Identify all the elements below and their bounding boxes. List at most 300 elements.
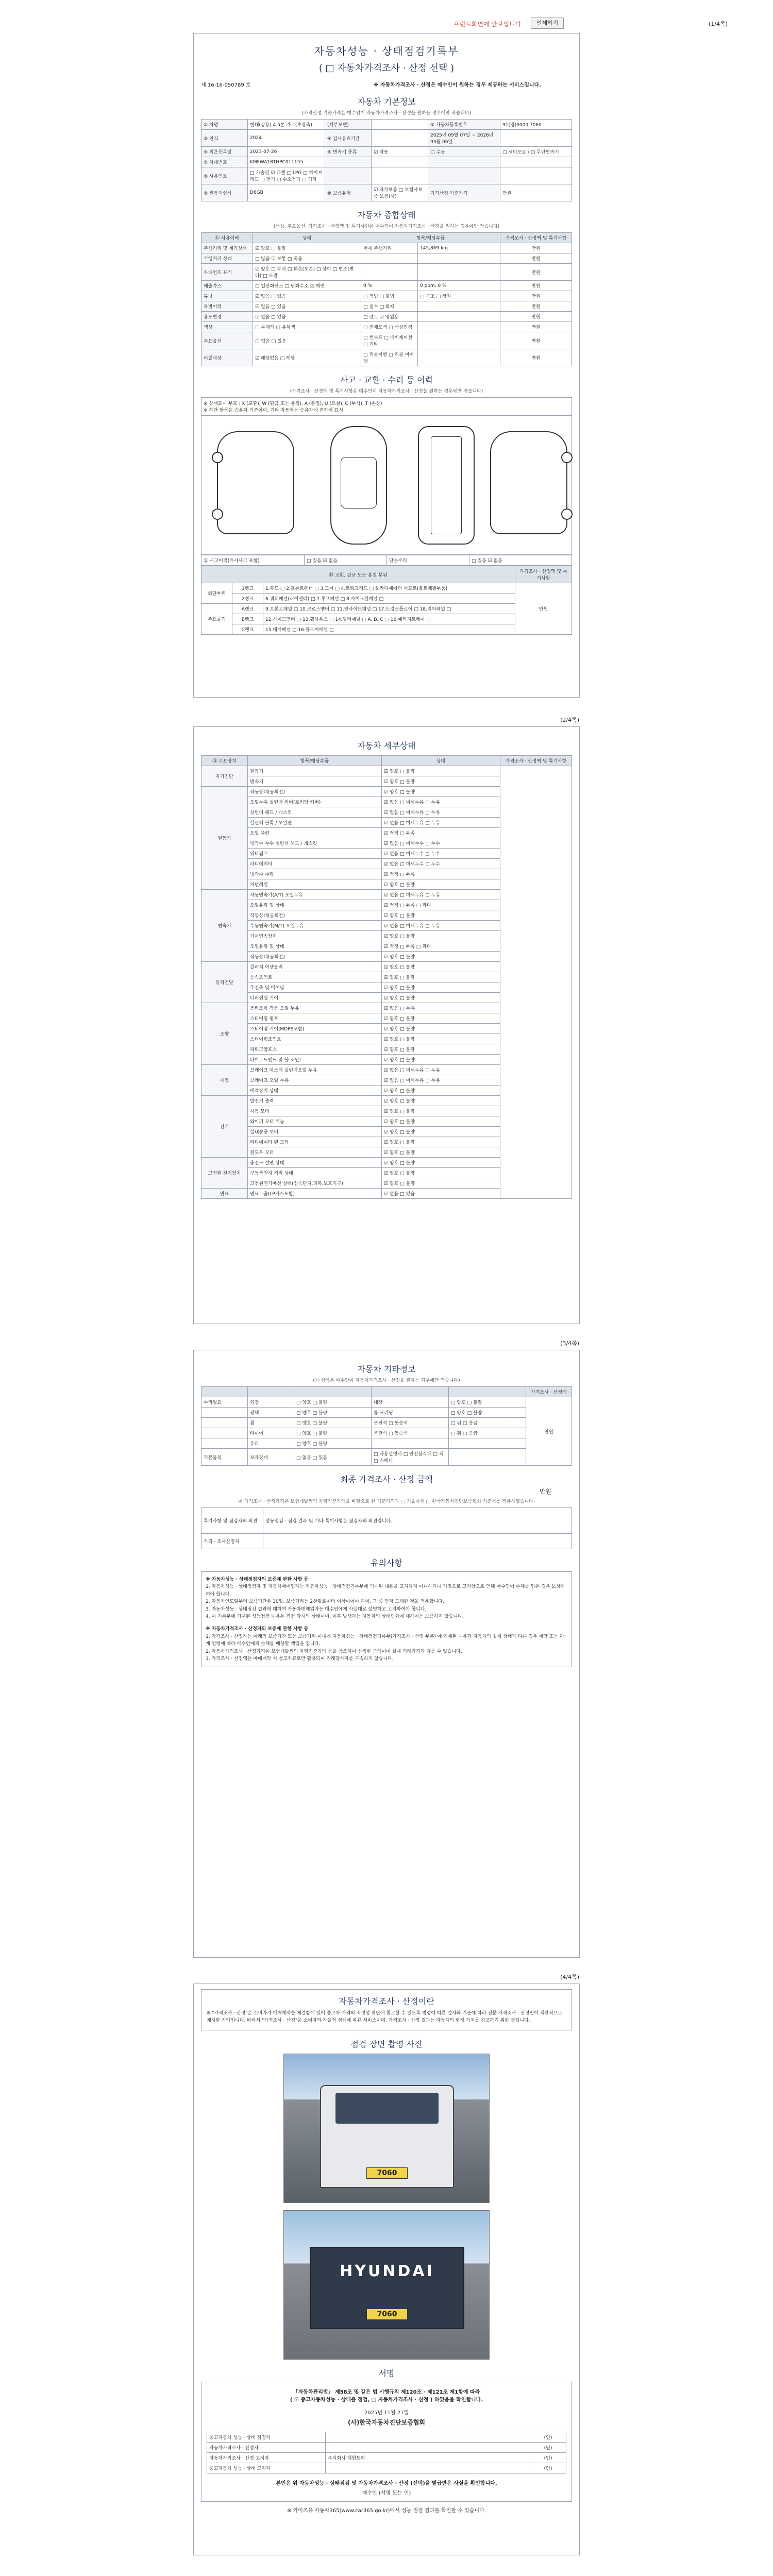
detail-state: ☑ 양호 □ 불량: [382, 1158, 500, 1168]
caution-item: 4. 이 기록부에 기재된 성능점검 내용은 점검 당시의 상태이며, 이후 발생하는 자동차의 상태변화에 대하여는 보증하지 않습니다.: [206, 1614, 464, 1619]
wheel-icon: [212, 452, 223, 463]
summary-cell: 만원: [500, 322, 572, 332]
summary-cell: 만원: [500, 243, 572, 253]
rank-label: 1랭크: [232, 583, 263, 594]
detail-item: 워터펌프: [248, 849, 382, 859]
front-photo: [283, 2054, 490, 2203]
detail-item: 오일 유량: [248, 828, 382, 838]
summary-cell: [418, 301, 500, 312]
summary-cell: 145,869 km: [418, 243, 500, 253]
summary-cell: ☑ 없음 □ 있음: [253, 312, 361, 322]
summary-cell: 0 ppm, 0 %: [418, 281, 500, 291]
summary-row: [201, 349, 572, 366]
basic-label: [428, 157, 500, 167]
detail-group-name: 제동: [201, 1065, 248, 1096]
caution-item: 2. 자동차인도일부터 보증기간은 30일, 보증거리는 2천킬로미터 이상이어야 하며, 그 중 먼저 도래한 것을 적용합니다.: [206, 1599, 444, 1605]
detail-state: ☑ 양호 □ 불량: [382, 776, 500, 787]
doc-subtitle: ( □ 자동차가격조사 · 산정 선택 ): [318, 63, 455, 74]
summary-cell: □ 리콜이행 □ 리콜 미이행: [361, 349, 418, 366]
car-side-right-outline: [490, 431, 567, 534]
basic-row: [201, 130, 572, 147]
detail-item: 실린더 블록 / 오일팬: [248, 818, 382, 828]
basic-value: KMFWA18THPC011155: [248, 157, 325, 167]
summary-cell: 주행거리 및 계기상태: [201, 243, 253, 253]
basic-value: 91(경)0000 7060: [500, 120, 572, 130]
detail-item: 라디에이터: [248, 859, 382, 869]
page-4: [193, 1974, 580, 2555]
summary-cell: [418, 264, 500, 281]
rank-parts: 6.쿼터패널(리어펜더) □ 7.루프패널 □ 8.사이드실패널 □: [263, 594, 515, 604]
summary-cell: □ 구조 □ 장치: [418, 291, 500, 301]
caution-item: 2. 자동차가격조사 · 산정가격은 보험개발원의 차량기준가액 등을 참조하여 산정한 금액이며 실제 거래가격과 다를 수 있습니다.: [206, 1649, 462, 1654]
detail-item: 추진축 및 베어링: [248, 982, 382, 993]
other-cell: □ 양호 □ 불량: [294, 1408, 372, 1418]
sign-footer-2: 매수인 (서명 또는 인): [362, 2490, 411, 2496]
sign-role: 자동차가격조사 · 산정 고지자: [207, 2452, 326, 2463]
summary-cell: □ 썬루프 □ 네비게이션 □ 기타: [361, 332, 418, 349]
other-cell: 유리: [248, 1438, 294, 1449]
detail-state: ☑ 양호 □ 불량: [382, 993, 500, 1003]
other-header-empty: [372, 1387, 449, 1397]
sign-row: [207, 2442, 566, 2452]
summary-cell: ☑ 양호 □ 불량: [253, 243, 361, 253]
accident-row-value: □ 있음 ☑ 없음: [305, 555, 387, 566]
other-cell: □ 양호 □ 불량: [294, 1438, 372, 1449]
detail-state: ☑ 양호 □ 불량: [382, 1127, 500, 1137]
wheel-icon: [212, 509, 223, 520]
basic-label: [325, 157, 372, 167]
photo-title: 점검 장면 촬영 사진: [350, 2039, 423, 2049]
sign-seal: (인): [530, 2452, 566, 2463]
other-cell: □ 없음 □ 있음: [294, 1449, 372, 1466]
detail-item: 와이퍼 모터 기능: [248, 1116, 382, 1127]
sign-name: [326, 2442, 530, 2452]
other-row: [201, 1408, 572, 1418]
parts-table: [201, 566, 572, 635]
other-cell: □ 양호 □ 불량: [294, 1418, 372, 1428]
detail-state: ☑ 양호 □ 불량: [382, 1055, 500, 1065]
sign-role: 중고자동차 성능 · 상태 고지자: [207, 2463, 326, 2473]
summary-cell: ☑ 양호 □ 부식 □ 훼손(오손) □ 상이 □ 변조(변타) □ 도말: [253, 264, 361, 281]
detail-state: ☑ 양호 □ 불량: [382, 787, 500, 797]
caution-item: 3. 자동차성능 · 상태점검 결과에 대하여 자동차매매업자는 매수인에게 사실대로 설명하고 고지하여야 합니다.: [206, 1606, 427, 1612]
rank-price: 만원: [515, 583, 572, 635]
summary-header-item: 항목/해당부품: [361, 233, 500, 243]
basic-label: ⑨ 원동기형식: [201, 184, 248, 201]
summary-cell: [418, 332, 500, 349]
detail-state: ☑ 양호 □ 불량: [382, 1137, 500, 1147]
detail-state: ☑ 없음 □ 있음: [382, 1189, 500, 1199]
detail-item: 자동변속기(A/T) 오일누유: [248, 890, 382, 900]
rank-group-label: 주요골격: [201, 604, 232, 635]
detail-item: 변속기: [248, 776, 382, 787]
detail-state: ☑ 양호 □ 불량: [382, 1044, 500, 1055]
basic-value: 2024: [248, 130, 325, 147]
page-number: (4/4쪽): [560, 1974, 579, 1980]
other-cell: □ 양호 □ 불량: [294, 1428, 372, 1438]
other-table: [201, 1386, 572, 1466]
detail-item: 냉각수 수량: [248, 869, 382, 879]
parts-price-header: 가격조사 · 산정액 및 특기사항: [515, 566, 572, 583]
other-cell: 외장: [248, 1397, 294, 1408]
detail-state: ☑ 양호 □ 불량: [382, 962, 500, 972]
summary-cell: 만원: [500, 301, 572, 312]
detail-row: [201, 766, 572, 776]
print-button[interactable]: 인쇄하기: [531, 18, 564, 29]
doc-number-label: 제: [201, 82, 206, 88]
other-header-price: 가격조사 · 산정액: [526, 1387, 572, 1397]
basic-label: ⑥ 변속기 종류: [325, 147, 372, 157]
page-1: [193, 33, 580, 698]
other-cell: □ 양호 □ 불량: [449, 1408, 526, 1418]
detail-state: ☑ 양호 □ 불량: [382, 982, 500, 993]
rear-license-plate: 7060: [366, 2309, 408, 2320]
detail-state: ☑ 없음 □ 누유: [382, 1003, 500, 1013]
summary-cell: □ 많음 ☑ 보통 □ 적음: [253, 253, 361, 264]
summary-row: [201, 291, 572, 301]
detail-state: ☑ 없음 □ 미세누수 □ 누수: [382, 849, 500, 859]
detail-state: ☑ 양호 □ 불량: [382, 1178, 500, 1189]
summary-note: (색상, 주요옵션, 가격조사 · 산정액 및 특기사항은 매수인이 자동차가격조사 · 산정을 원하는 경우에만 적습니다): [273, 224, 500, 229]
detail-state: ☑ 양호 □ 불량: [382, 1147, 500, 1158]
detail-item: 발전기 출력: [248, 1096, 382, 1106]
detail-item: 파워고압호스: [248, 1044, 382, 1055]
truck-windshield: [335, 2093, 439, 2124]
accident-row-label: ⑫ 사고이력(유사사고 포함): [201, 555, 305, 566]
basic-table: [201, 119, 572, 201]
sign-line: ( ☑ 중고자동차성능 · 상태를 점검, □ 자동차가격조사 · 산정 ) 하였음을 확인합니다.: [290, 2397, 483, 2403]
basic-row: [201, 147, 572, 157]
detail-item: 오일누유 실린더 커버(로커암 커버): [248, 797, 382, 807]
sign-line: 「자동차관리법」 제58조 및 같은 법 시행규칙 제120조 · 제121조 제1항에 따라: [293, 2389, 480, 2395]
sign-seal: (인): [530, 2432, 566, 2442]
accident-legend: [201, 397, 572, 416]
detail-state: ☑ 양호 □ 불량: [382, 1034, 500, 1044]
detail-item: 실린더 헤드 / 개스킷: [248, 807, 382, 818]
summary-row: [201, 312, 572, 322]
basic-value: □ 세미오토 / □ 무단변속기: [500, 147, 572, 157]
basic-value: [500, 130, 572, 147]
basic-label: [428, 167, 500, 184]
basic-row: [201, 120, 572, 130]
detail-group-name: 조향: [201, 1003, 248, 1065]
other-cell: [201, 1418, 248, 1428]
detail-item: 기어변속장치: [248, 931, 382, 941]
summary-cell: [361, 253, 418, 264]
detail-price-cell: [500, 766, 572, 1199]
summary-cell: [418, 253, 500, 264]
basic-value: ☑ 자동: [372, 147, 428, 157]
summary-cell: ☑ 해당없음 □ 해당: [253, 349, 361, 366]
basic-value: D6GB: [248, 184, 325, 201]
other-cell: 타이어: [248, 1428, 294, 1438]
detail-state: ☑ 양호 □ 불량: [382, 1024, 500, 1034]
detail-title: 자동차 세부상태: [357, 741, 416, 751]
summary-cell: [418, 322, 500, 332]
special-text: 성능점검 · 점검 결과 및 기타 특이사항은 점검자의 의견입니다.: [263, 1508, 572, 1534]
detail-state: ☑ 양호 □ 불량: [382, 766, 500, 776]
summary-row: [201, 253, 572, 264]
other-row: [201, 1418, 572, 1428]
rank-group-label: 외판부위: [201, 583, 232, 604]
brand-text: HYUNDAI: [340, 2262, 434, 2280]
detail-item: 작동상태(공회전): [248, 787, 382, 797]
basic-label: ⑧ 사용연료: [201, 167, 248, 184]
summary-cell: 만원: [500, 264, 572, 281]
detail-state: ☑ 없음 □ 미세누유 □ 누유: [382, 818, 500, 828]
caution-head-2: ※ 자동차가격조사 · 산정자의 보증에 관한 사항 등: [206, 1626, 309, 1632]
other-cell: 운전석 □ 동승석: [372, 1418, 449, 1428]
car-side-left-outline: [217, 431, 294, 534]
license-plate: 7060: [366, 2167, 408, 2179]
summary-cell: 특별이력: [201, 301, 253, 312]
detail-group-name: 전기: [201, 1096, 248, 1158]
site-link[interactable]: ※ 카이즈유 자동차365(www.car365.go.kr)에서 성능 점검 결과를 확인할 수 있습니다.: [287, 2507, 486, 2514]
summary-cell: 만원: [500, 291, 572, 301]
doc-number-suffix: 호: [245, 82, 251, 88]
detail-item: 오일유량 및 상태: [248, 900, 382, 910]
other-cell: [449, 1449, 526, 1466]
other-cell: 수리필요: [201, 1397, 248, 1408]
detail-item: 라디에이터 팬 모터: [248, 1137, 382, 1147]
summary-cell: 리콜대상: [201, 349, 253, 366]
summary-cell: ☑ 없음 □ 있음: [253, 301, 361, 312]
detail-item: 연료누출(LP가스포함): [248, 1189, 382, 1199]
other-row: [201, 1397, 572, 1408]
basic-label: ③ 연식: [201, 130, 248, 147]
basic-label: ⑩ 보증유형: [325, 184, 372, 201]
detail-state: ☑ 양호 □ 불량: [382, 972, 500, 982]
detail-state: ☑ 적정 □ 부족 □ 과다: [382, 900, 500, 910]
other-cell: □ 양호 □ 불량: [449, 1397, 526, 1408]
detail-item: 브레이크 오일 누유: [248, 1075, 382, 1086]
detail-table: [201, 755, 572, 1199]
summary-cell: 만원: [500, 312, 572, 322]
summary-cell: □ 일산화탄소 □ 탄화수소 ☑ 매연: [253, 281, 361, 291]
sign-row: [207, 2432, 566, 2442]
detail-state: ☑ 양호 □ 불량: [382, 1106, 500, 1116]
caution-item: 1. 가격조사 · 산정자는 아래의 보증기간 또는 보증거리 이내에 자동차성능 · 상태점검기록부(가격조사 · 산정 부분) 에 기재된 내용과 자동차의 실제 상태가 다른 경우 계약 또는 관계 법령에 따라 매수인에게 손해를 배상할 책임을 집니다.: [206, 1634, 564, 1647]
summary-cell: 만원: [500, 349, 572, 366]
other-cell: [201, 1428, 248, 1438]
print-notice: 프린트화면에 안보입니다: [453, 21, 522, 28]
other-header-empty: [248, 1387, 294, 1397]
doc-number: 16-16-050789: [207, 82, 244, 88]
detail-item: 커먼레일: [248, 879, 382, 890]
simple-repair-value: □ 있음 ☑ 없음: [469, 555, 572, 566]
sign-name: [326, 2432, 530, 2442]
summary-cell: 주행거리 상태: [201, 253, 253, 264]
detail-header-price: 가격조사 · 산정액 및 특기사항: [500, 756, 572, 766]
sign-name: [326, 2463, 530, 2473]
detail-item: 작동상태(공회전): [248, 910, 382, 921]
other-cell: □ 뒤 □ 응급: [449, 1418, 526, 1428]
detail-state: ☑ 적정 □ 부족 □ 과다: [382, 941, 500, 952]
detail-state: ☑ 양호 □ 불량: [382, 1013, 500, 1024]
detail-state: ☑ 없음 □ 미세누유 □ 누유: [382, 1075, 500, 1086]
basic-label: ② 자동차등록번호: [428, 120, 500, 130]
detail-state: ☑ 없음 □ 미세누유 □ 누유: [382, 807, 500, 818]
detail-header-state: 상태: [382, 756, 500, 766]
other-cell: □ 양호 □ 불량: [294, 1397, 372, 1408]
intro-text: ※ "가격조사 · 산정"은 소비자가 매매계약을 체결함에 있어 중고차 가격의 적정성 판단에 참고할 수 있도록 법령에 따른 절차와 기준에 따라 전문 가격조사 · 산정인이 객관적으로 제시한 가액입니다. 따라서 "가격조사 · 산정"은 소비자의 자율적 선택에 따른 서비스이며, 가격조사 · 산정 결과는 자동차의 현재 가치를 참고하기 위한 것입니다.: [207, 2011, 563, 2024]
sign-footer-1: 본인은 위 자동차성능 · 상태점검 및 자동차가격조사 · 산정 (선택)을 발급받은 사실을 확인합니다.: [276, 2480, 497, 2486]
summary-cell: 배출가스: [201, 281, 253, 291]
final-line: 이 가격조사 · 산정가격은 보험개발원의 차량기준가액을 바탕으로 한 기준가격과 □ 기술사회 □ 한국자동차진단보증협회 기준서를 적용하였습니다.: [238, 1499, 535, 1504]
car-roof-outline: [341, 457, 377, 509]
other-cell: [449, 1438, 526, 1449]
summary-cell: 0 %: [361, 281, 418, 291]
detail-item: 원동기: [248, 766, 382, 776]
sign-company: (사)한국자동차진단보증협회: [347, 2418, 426, 2426]
sign-role: 자동차가격조사 · 산정자: [207, 2442, 326, 2452]
detail-state: ☑ 양호 □ 불량: [382, 952, 500, 962]
caution-box: [201, 1571, 572, 1667]
other-row: [201, 1438, 572, 1449]
doc-number-row: [201, 80, 572, 88]
basic-label: □ 수동: [428, 147, 500, 157]
page-indicator: (1/4쪽): [709, 21, 728, 27]
detail-state: ☑ 없음 □ 미세누유 □ 누유: [382, 1065, 500, 1075]
basic-row: [201, 184, 572, 201]
sign-row: [207, 2452, 566, 2463]
car-diagram: [201, 416, 572, 555]
summary-cell: □ 없음 □ 있음: [253, 332, 361, 349]
rank-row: [201, 583, 572, 594]
other-title: 자동차 기타정보: [357, 1364, 416, 1374]
summary-cell: 현재 주행거리: [361, 243, 418, 253]
detail-state: ☑ 없음 □ 미세누수 □ 누수: [382, 859, 500, 869]
rank-label: A랭크: [232, 604, 263, 614]
final-title: 최종 가격조사 · 산정 금액: [340, 1475, 433, 1484]
other-cell: [372, 1438, 449, 1449]
car-frame-inner: [431, 436, 462, 534]
summary-row: [201, 243, 572, 253]
other-cell: 광택: [248, 1408, 294, 1418]
detail-item: 냉각수 누수 실린더 헤드 / 개스킷: [248, 838, 382, 849]
summary-header-price: 가격조사 · 산정액 및 특기사항: [500, 233, 572, 243]
sign-seal: (인): [530, 2463, 566, 2473]
detail-state: ☑ 없음 □ 미세누유 □ 누유: [382, 921, 500, 931]
summary-cell: [418, 349, 500, 366]
rank-parts: 9.프론트패널 □ 10.크로스멤버 □ 11.인사이드패널 □ 17.트렁크플로어 □ 18.리어패널 □: [263, 604, 515, 614]
basic-value: 현대(상용) 4.5톤 카고(초장축): [248, 120, 325, 130]
summary-row: [201, 301, 572, 312]
other-cell: 보유상태: [248, 1449, 294, 1466]
detail-state: ☑ 없음 □ 미세누수 □ 누수: [382, 838, 500, 849]
summary-cell: 만원: [500, 332, 572, 349]
detail-item: 수동변속기(M/T) 오일누유: [248, 921, 382, 931]
sign-row: [207, 2463, 566, 2473]
detail-item: 구동축전지 격리 상태: [248, 1168, 382, 1178]
rank-label: 2랭크: [232, 594, 263, 604]
simple-repair-label: 단순수리: [387, 555, 469, 566]
summary-row: [201, 332, 572, 349]
detail-item: 클러치 어셈블리: [248, 962, 382, 972]
summary-title: 자동차 종합상태: [357, 210, 416, 220]
detail-item: 디퍼렌셜 기어: [248, 993, 382, 1003]
summary-row: [201, 264, 572, 281]
summary-cell: [361, 264, 418, 281]
page-number: (2/4쪽): [560, 717, 579, 723]
sign-date: 2025년 11월 21일: [364, 2410, 409, 2416]
other-cell: □ 사용설명서 □ 안전삼각대 □ 잭 □ 스패너: [372, 1449, 449, 1466]
detail-state: ☑ 없음 □ 미세누유 □ 누유: [382, 890, 500, 900]
other-header-empty: [201, 1387, 248, 1397]
caution-head-1: ※ 자동차성능 · 상태점검자의 보증에 관한 사항 등: [206, 1577, 309, 1582]
detail-item: 타이로드엔드 및 볼 조인트: [248, 1055, 382, 1065]
basic-label: 2025년 09월 07일 ~ 2026년 03월 06일: [428, 130, 500, 147]
accident-legend-2: ※ 하단 항목은 승용차 기준이며, 기타 자동차는 승용차에 준하여 표시: [204, 408, 343, 413]
other-cell: [201, 1438, 248, 1449]
detail-group-name: 자기진단: [201, 766, 248, 787]
summary-header-usage: ⑪ 사용이력: [201, 233, 253, 243]
summary-cell: □ 전체도색 □ 색상변경: [361, 322, 418, 332]
basic-label: ⑤ 최초등록일: [201, 147, 248, 157]
summary-table: [201, 232, 572, 366]
page-3: [193, 1340, 580, 1958]
detail-state: ☑ 양호 □ 불량: [382, 1086, 500, 1096]
summary-cell: 색상: [201, 322, 253, 332]
detail-state: ☑ 양호 □ 불량: [382, 931, 500, 941]
detail-item: 스티어링조인트: [248, 1034, 382, 1044]
summary-cell: 만원: [500, 281, 572, 291]
summary-row: [201, 322, 572, 332]
sign-title: 서명: [378, 2368, 395, 2378]
rank-label: B랭크: [232, 614, 263, 624]
wheel-icon: [561, 452, 573, 463]
summary-cell: □ 렌트 ☑ 영업용: [361, 312, 418, 322]
summary-cell: 만원: [500, 253, 572, 264]
sign-seal: (인): [530, 2442, 566, 2452]
basic-label: [325, 167, 372, 184]
other-note: (⑮ 항목은 매수인이 자동차가격조사 · 산정을 원하는 경우에만 적습니다): [313, 1378, 460, 1383]
sign-role: 중고자동차 성능 · 상태 점검자: [207, 2432, 326, 2442]
other-row: [201, 1428, 572, 1438]
detail-group-name: 고전원 전기장치: [201, 1158, 248, 1189]
page-number: (3/4쪽): [560, 1340, 579, 1347]
other-cell: □ 뒤 □ 응급: [449, 1428, 526, 1438]
summary-cell: 차대번호 표기: [201, 264, 253, 281]
top-bar: [0, 15, 773, 33]
detail-item: 실내송풍 모터: [248, 1127, 382, 1137]
caution-item: 3. 가격조사 · 산정액은 매매계약 시 참고자료로만 활용되며 거래당사자를 구속하지 않습니다.: [206, 1656, 394, 1662]
basic-value: ☑ 자가보증 □ 보험사보증 보험(사): [372, 184, 428, 201]
other-cell: 기본품목: [201, 1449, 248, 1466]
other-header-empty: [294, 1387, 372, 1397]
other-price: 만원: [526, 1397, 572, 1466]
basic-row: [201, 167, 572, 184]
detail-header-device: ⑭ 주요장치: [201, 756, 248, 766]
detail-group-name: 변속기: [201, 890, 248, 962]
special-label: 특기사항 및 점검자의 의견: [201, 1508, 263, 1534]
summary-cell: 주요옵션: [201, 332, 253, 349]
detail-state: ☑ 적정 □ 부족: [382, 869, 500, 879]
basic-value: [372, 167, 428, 184]
basic-value: [500, 157, 572, 167]
rear-photo: [283, 2210, 490, 2360]
detail-item: 고전원전기배선 상태(접속단자,피복,보호기구): [248, 1178, 382, 1189]
other-cell: 운전석 □ 동승석: [372, 1428, 449, 1438]
final-table: [201, 1507, 572, 1549]
detail-item: 스티어링 펌프: [248, 1013, 382, 1024]
accident-history-table: [201, 555, 572, 566]
basic-value: 2023-07-26: [248, 147, 325, 157]
detail-item: 윈도우 모터: [248, 1147, 382, 1158]
accident-title: 사고 · 교환 · 수리 등 이력: [340, 375, 433, 385]
basic-value: [500, 167, 572, 184]
detail-item: 배력장치 상태: [248, 1086, 382, 1096]
